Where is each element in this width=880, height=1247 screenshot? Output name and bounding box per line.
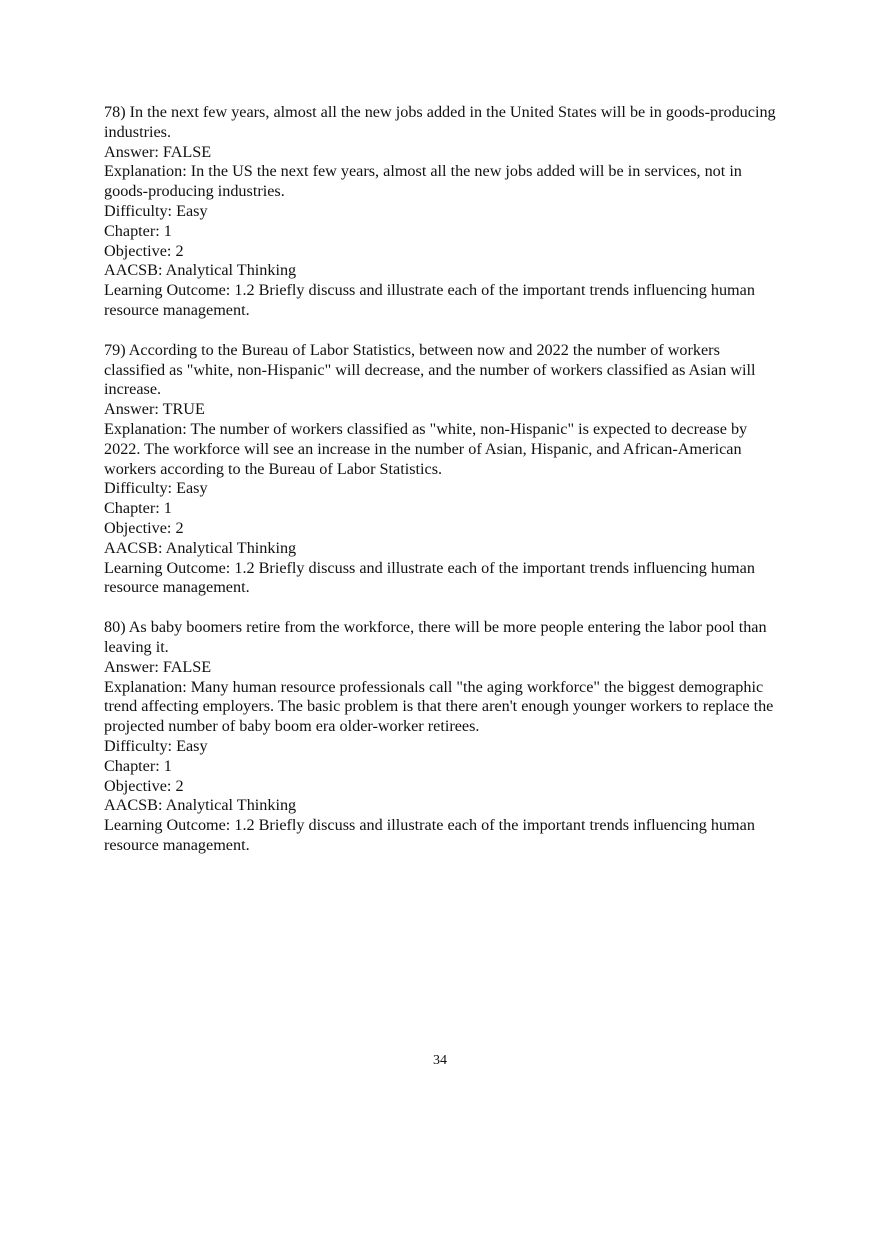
question-objective: Objective: 2 (104, 776, 184, 795)
question-difficulty: Difficulty: Easy (104, 736, 208, 755)
question-80 (104, 618, 780, 856)
question-chapter: Chapter: 1 (104, 221, 172, 240)
question-answer: Answer: FALSE (104, 657, 212, 676)
question-78 (104, 103, 780, 321)
page-number: 34 (433, 1053, 447, 1068)
question-learning-outcome: Learning Outcome: 1.2 Briefly discuss and illustrate each of the important trends influencing human resource management. (104, 558, 755, 597)
question-stem: 80) As baby boomers retire from the workforce, there will be more people entering the labor pool than leaving it. (104, 618, 767, 656)
question-aacsb: AACSB: Analytical Thinking (104, 796, 297, 815)
question-objective: Objective: 2 (104, 241, 184, 260)
question-learning-outcome: Learning Outcome: 1.2 Briefly discuss and illustrate each of the important trends influencing human resource management. (104, 281, 755, 319)
question-list (104, 103, 780, 876)
question-aacsb: AACSB: Analytical Thinking (104, 538, 297, 557)
question-stem: 78) In the next few years, almost all the new jobs added in the United States will be in goods-producing industries. (104, 103, 776, 141)
question-answer: Answer: TRUE (104, 400, 205, 419)
question-79 (104, 341, 780, 598)
question-chapter: Chapter: 1 (104, 499, 172, 518)
question-explanation: Explanation: The number of workers classified as "white, non-Hispanic" is expected to decrease by 2022. The workforce will see an increase in the number of Asian, Hispanic, and African-American workers according to the Bureau of Labor Statistics. (104, 419, 748, 478)
question-stem: 79) According to the Bureau of Labor Statistics, between now and 2022 the number of workers classified as "white, non-Hispanic" will decrease, and the number of workers classified as Asian will increase. (104, 340, 756, 399)
question-objective: Objective: 2 (104, 518, 184, 537)
question-difficulty: Difficulty: Easy (104, 201, 208, 220)
question-difficulty: Difficulty: Easy (104, 479, 208, 498)
question-explanation: Explanation: In the US the next few years, almost all the new jobs added will be in services, not in goods-producing industries. (104, 162, 742, 201)
question-chapter: Chapter: 1 (104, 756, 172, 775)
question-answer: Answer: FALSE (104, 142, 212, 161)
question-explanation: Explanation: Many human resource professionals call "the aging workforce" the biggest demographic trend affecting employers. The basic problem is that there aren't enough younger workers to replace the projected number of baby boom era older-worker retirees. (104, 677, 774, 736)
question-learning-outcome: Learning Outcome: 1.2 Briefly discuss and illustrate each of the important trends influencing human resource management. (104, 816, 755, 854)
question-aacsb: AACSB: Analytical Thinking (104, 261, 297, 280)
